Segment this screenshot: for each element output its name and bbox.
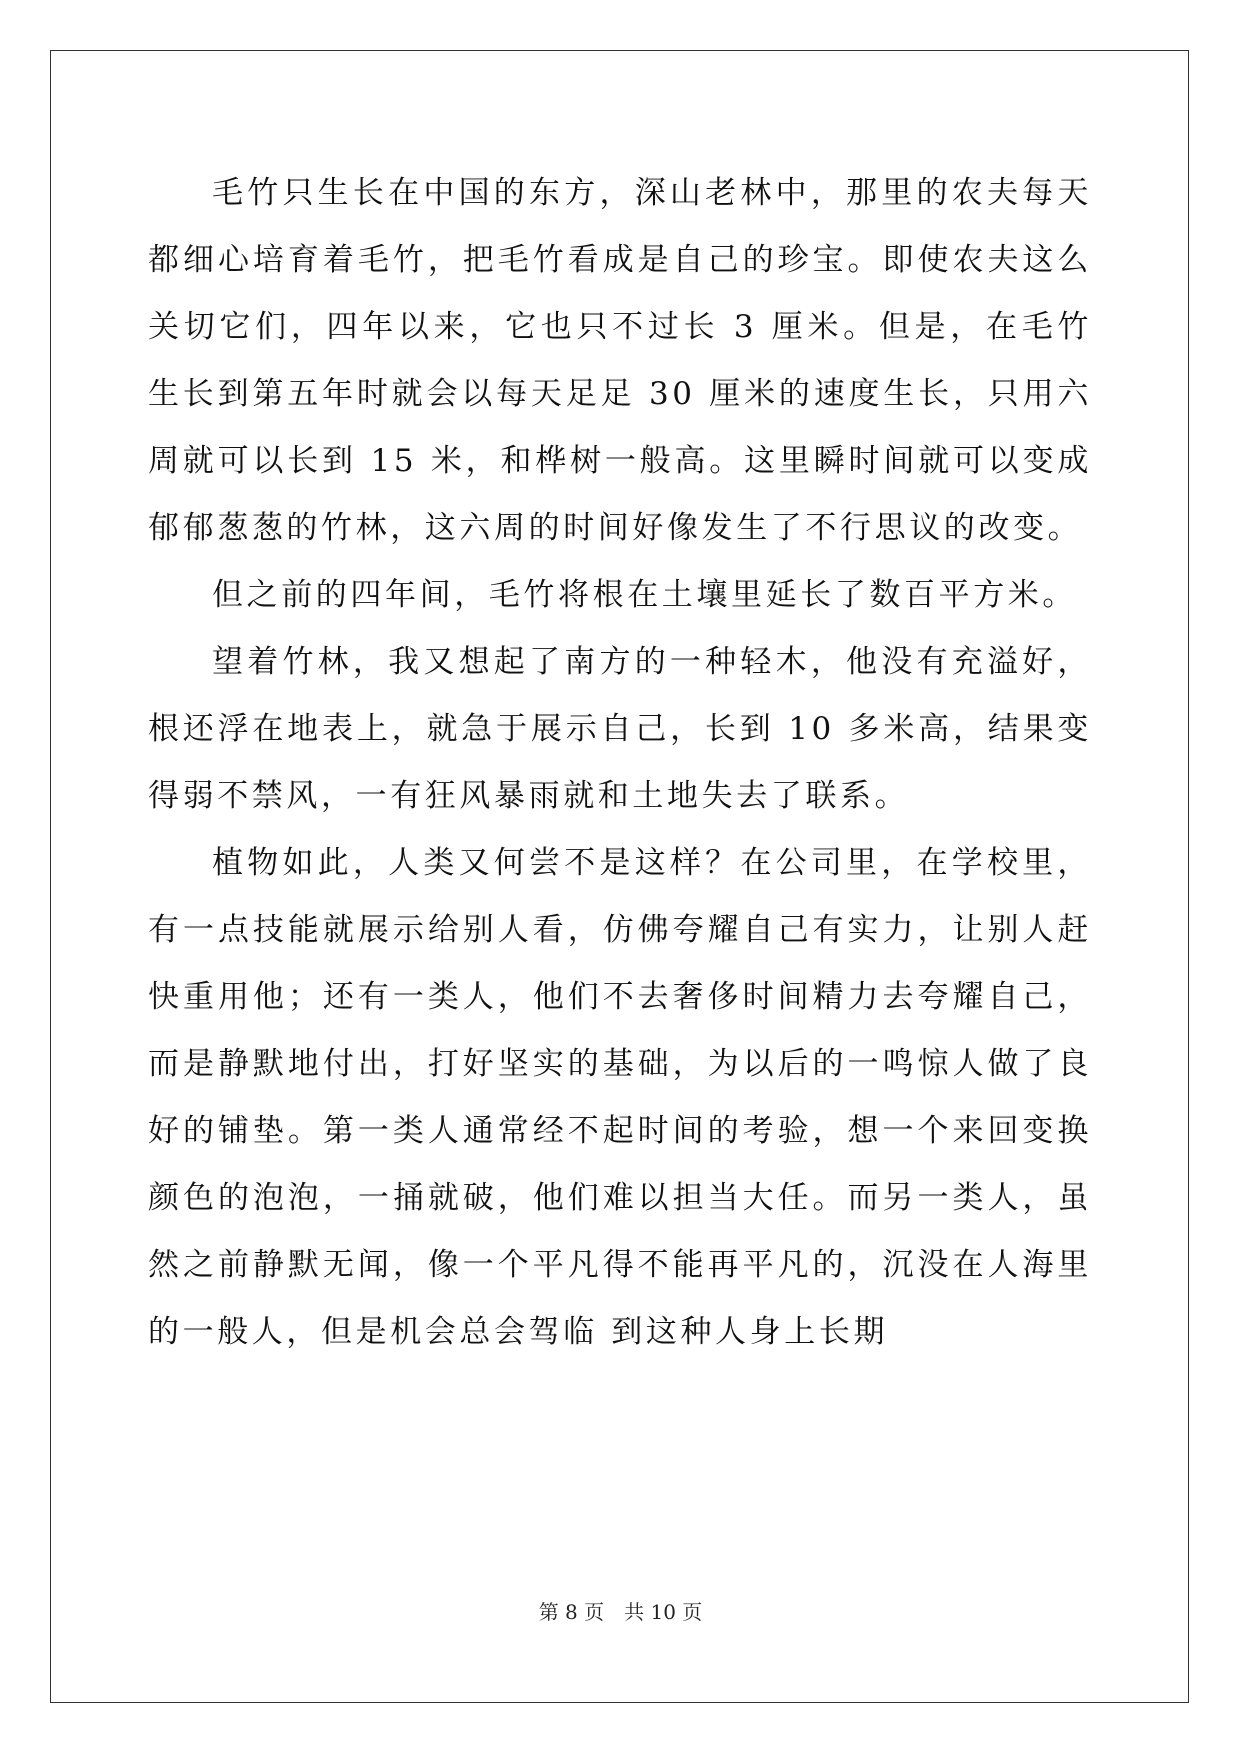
paragraph-2: 但之前的四年间，毛竹将根在土壤里延长了数百平方米。 xyxy=(212,577,1077,613)
paragraph-1: 毛竹只生长在中国的东方，深山老林中，那里的农夫每天都细心培育着毛竹，把毛竹看成是自己的珍宝。即使农夫这么关切它们，四年以来，它也只不过长 3 厘米。但是，在毛竹生长到第五年时就会以每天足足 30 厘米的速度生长，只用六周就可以长到 15 米，和桦树一般高。这里瞬时间就可以变成郁郁葱葱的竹林，这六周的时间好像发生了不行思议的改变。 xyxy=(148,175,1092,546)
paragraph-4: 植物如此，人类又何尝不是这样？在公司里，在学校里，有一点技能就展示给别人看，仿佛夸耀自己有实力，让别人赶快重用他；还有一类人，他们不去奢侈时间精力去夸耀自己，而是静默地付出，打好坚实的基础，为以后的一鸣惊人做了良好的铺垫。第一类人通常经不起时间的考验，想一个来回变换颜色的泡泡，一捅就破，他们难以担当大任。而另一类人，虽然之前静默无闻，像一个平凡得不能再平凡的，沉没在人海里的一般人，但是机会总会驾临 到这种人身上长期 xyxy=(148,845,1092,1350)
document-body xyxy=(148,160,1092,1366)
paragraph-3: 望着竹林，我又想起了南方的一种轻木，他没有充溢好，根还浮在地表上，就急于展示自己，长到 10 多米高，结果变得弱不禁风，一有狂风暴雨就和土地失去了联系。 xyxy=(148,644,1092,814)
page-number-footer: 第 8 页 共 10 页 xyxy=(538,1600,703,1624)
